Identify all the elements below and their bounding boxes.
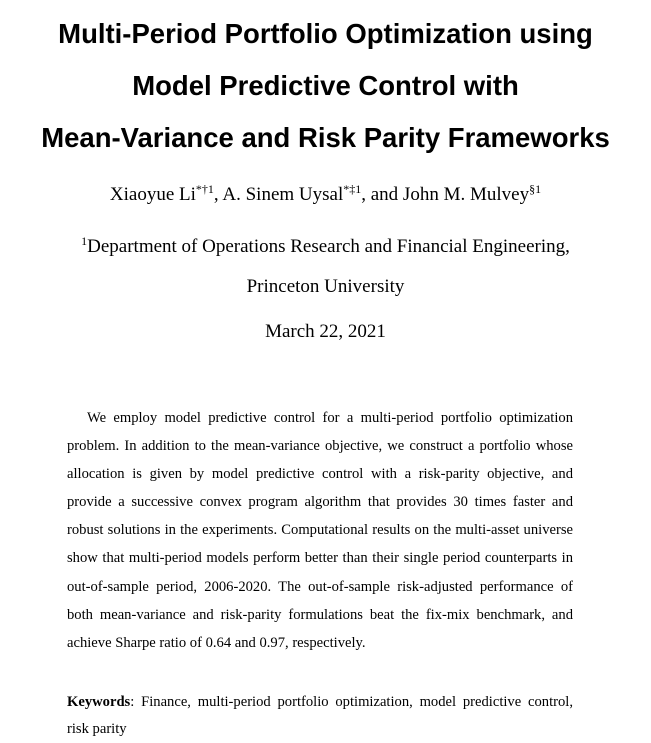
title-line-2: Model Predictive Control with [132,70,519,101]
abstract-text: We employ model predictive control for a multi-period portfolio optimization problem. In addition to the mean-variance objective, we construct a portfolio whose allocation is given by model predictive control with a risk-parity objective, and provide a successive convex program algorithm that provides 30 times faster and robust solutions in the experiments. Computational results on the multi-asset universe show that multi-period models perform better than their single period counterparts in out-of-sample period, 2006-2020. The out-of-sample risk-adjusted performance of both mean-variance and risk-parity formulations beat the fix-mix benchmark, and achieve Sharpe ratio of 0.64 and 0.97, respectively. [67,410,573,651]
title-line-1: Multi-Period Portfolio Optimization using [58,18,593,49]
author-affiliation-marks: §1 [529,182,542,196]
title-line-3: Mean-Variance and Risk Parity Frameworks [41,122,610,153]
affiliation-marker: 1 [81,234,88,248]
author-affiliation-marks: *†1 [195,182,214,196]
publication-date: March 22, 2021 [265,321,386,342]
keywords [67,689,573,743]
author-name: A. Sinem Uysal [222,184,344,205]
abstract [67,404,573,657]
affiliation-department: Department of Operations Research and Financial Engineering, [87,236,570,257]
keywords-text: : Finance, multi-period portfolio optimization, model predictive control, risk parity [67,694,573,737]
author-separator: , [213,184,223,205]
affiliation-line-1 [0,236,651,258]
keywords-label: Keywords [67,694,131,710]
author-affiliation-marks: *‡1 [343,182,362,196]
author-name: John M. Mulvey [402,184,530,205]
author-separator: , and [361,184,403,205]
author-list [0,184,651,206]
author-name: Xiaoyue Li [109,184,196,205]
affiliation-line-2: Princeton University [246,276,405,297]
